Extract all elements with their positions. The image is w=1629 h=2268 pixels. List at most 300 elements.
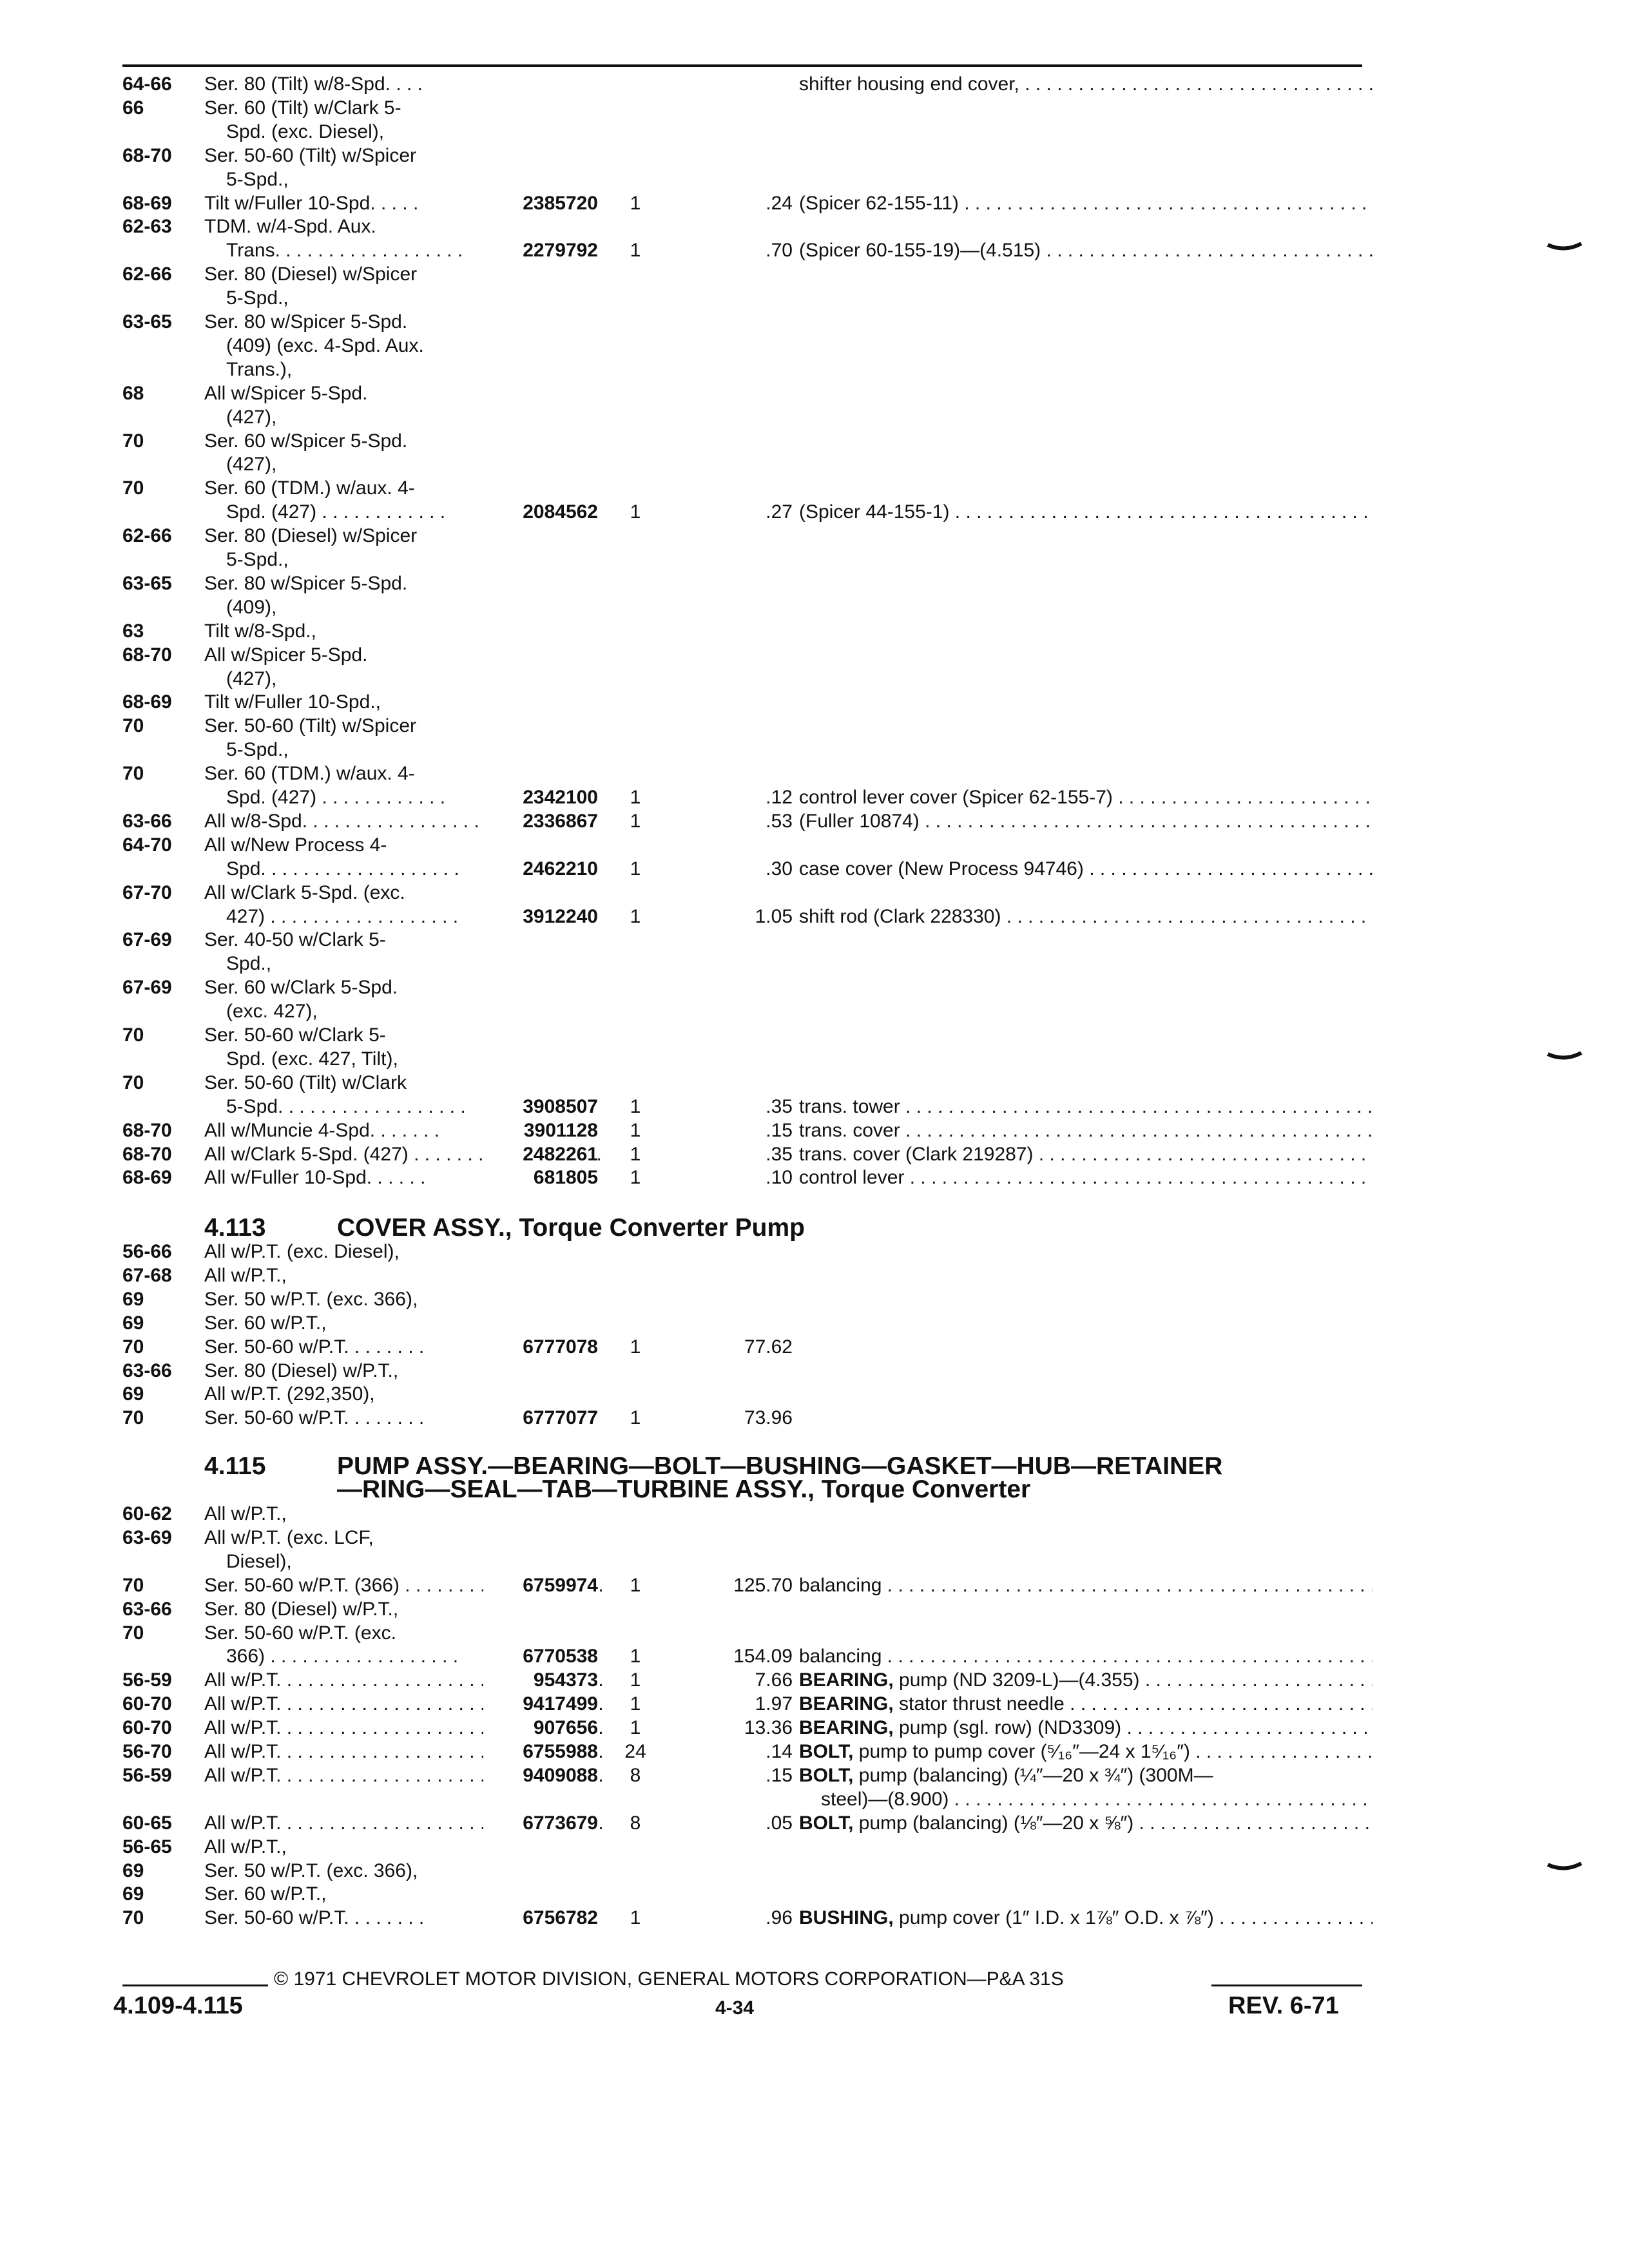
- application: 366) . . . . . . . . . . . . . . . . . .: [226, 1646, 459, 1667]
- quantity: 1: [630, 1646, 641, 1667]
- quantity: 1: [630, 1669, 641, 1691]
- parts-row: [122, 667, 1373, 691]
- model-years: 70: [122, 1024, 144, 1046]
- part-number: 3908507: [483, 1095, 598, 1119]
- part-number: 2084562: [483, 500, 598, 524]
- application: Spd. . . . . . . . . . . . . . . . . . .: [226, 858, 459, 879]
- price: .35: [766, 1095, 793, 1117]
- quantity: 1: [630, 810, 641, 832]
- remarks-text: pump (balancing) (⅛″—20 x ⅝″): [853, 1812, 1134, 1834]
- remarks-text: shifter housing end cover, . . . . . . . . . . . . . . . . . . . . . . . . . .: [799, 73, 1299, 95]
- price: 7.66: [755, 1669, 793, 1691]
- part-number: 6770538: [483, 1644, 598, 1668]
- application: Tilt w/8-Spd.,: [204, 620, 316, 642]
- price: 1.05: [755, 905, 793, 927]
- remarks: [799, 72, 1373, 96]
- parts-row: [122, 1142, 1373, 1166]
- model-years: 69: [122, 1883, 144, 1905]
- remarks: [799, 1763, 1373, 1787]
- parts-row: [122, 452, 1373, 476]
- price: .10: [766, 1167, 793, 1189]
- parts-row: [122, 643, 1373, 667]
- remarks-text: control lever cover (Spicer 62-155-7): [799, 787, 1113, 808]
- model-years: 60-70: [122, 1717, 172, 1739]
- model-years: 56-65: [122, 1836, 172, 1858]
- application: Trans.),: [226, 358, 293, 380]
- application: Ser. 50-60 w/Clark 5-: [204, 1024, 386, 1046]
- application: (409),: [226, 596, 277, 618]
- section-title-line-1: PUMP ASSY.—BEARING—BOLT—BUSHING—GASKET—HUB—RETAINER: [337, 1452, 1223, 1480]
- parts-row: [122, 1119, 1373, 1142]
- price: .05: [766, 1812, 793, 1834]
- model-years: 63: [122, 620, 144, 642]
- quantity: 1: [630, 787, 641, 808]
- parts-row: [122, 785, 1373, 809]
- parts-row: [122, 476, 1373, 500]
- parts-row: [122, 999, 1373, 1023]
- parts-row: [122, 1597, 1373, 1621]
- footer-section-range: 4.109-4.115: [113, 1992, 243, 2019]
- model-years: 68-69: [122, 192, 172, 214]
- price: .24: [766, 192, 793, 214]
- application: All w/P.T.,: [204, 1503, 287, 1524]
- parts-row: [122, 1095, 1373, 1119]
- model-years: 68: [122, 382, 144, 404]
- model-years: 56-66: [122, 1241, 172, 1262]
- model-years: 60-62: [122, 1503, 172, 1524]
- model-years: 68-70: [122, 144, 172, 166]
- model-years: 69: [122, 1383, 144, 1405]
- model-years: 63-66: [122, 810, 172, 832]
- part-number: 2279792: [483, 238, 598, 262]
- model-years: 68-70: [122, 644, 172, 666]
- parts-row: [122, 1359, 1373, 1383]
- application: All w/Spicer 5-Spd.: [204, 382, 368, 404]
- application: TDM. w/4-Spd. Aux.: [204, 216, 376, 238]
- quantity: 8: [630, 1812, 641, 1834]
- application: Ser. 60 w/Clark 5-Spd.: [204, 977, 398, 999]
- parts-row: [122, 1859, 1373, 1883]
- model-years: 70: [122, 477, 144, 499]
- remarks: [799, 191, 1373, 215]
- quantity: 1: [630, 905, 641, 927]
- model-years: 62-66: [122, 525, 172, 547]
- price: 73.96: [744, 1407, 793, 1429]
- model-years: 68-69: [122, 691, 172, 713]
- parts-row: [122, 262, 1373, 286]
- parts-row: [122, 548, 1373, 572]
- parts-row: [122, 144, 1373, 168]
- remarks: [799, 1811, 1373, 1835]
- parts-row: [122, 1071, 1373, 1095]
- remarks-keyword: BUSHING,: [799, 1907, 894, 1929]
- parts-row: [122, 595, 1373, 619]
- parts-row: [122, 1692, 1373, 1716]
- price: .70: [766, 240, 793, 262]
- parts-row: [122, 1573, 1373, 1597]
- model-years: 63-65: [122, 572, 172, 594]
- binding-mark-icon: [1547, 242, 1583, 253]
- parts-row: [122, 1787, 1373, 1811]
- part-number: 2385720: [483, 191, 598, 215]
- footer-revision: REV. 6-71: [1228, 1992, 1339, 2019]
- application: Spd. (427) . . . . . . . . . . . .: [226, 501, 446, 523]
- binding-mark-icon: [1547, 1862, 1583, 1872]
- remarks-keyword: BOLT,: [799, 1741, 854, 1762]
- application: Tilt w/Fuller 10-Spd.,: [204, 691, 381, 713]
- application: Spd.,: [226, 953, 272, 975]
- parts-row: [122, 881, 1373, 905]
- parts-row: [122, 500, 1373, 524]
- price: 125.70: [733, 1574, 793, 1596]
- model-years: 63-69: [122, 1526, 172, 1548]
- quantity: 1: [630, 501, 641, 523]
- parts-row: [122, 286, 1373, 310]
- model-years: 68-70: [122, 1119, 172, 1141]
- quantity: 24: [624, 1741, 646, 1762]
- quantity: 1: [630, 1407, 641, 1429]
- quantity: 1: [630, 1095, 641, 1117]
- parts-row: [122, 833, 1373, 857]
- part-number: 6777077: [483, 1406, 598, 1430]
- quantity: 1: [630, 1143, 641, 1165]
- parts-row: [122, 1882, 1373, 1906]
- parts-row: [122, 1526, 1373, 1550]
- remarks-keyword: BEARING,: [799, 1717, 894, 1739]
- model-years: 67-69: [122, 977, 172, 999]
- remarks: [799, 1644, 1373, 1668]
- parts-row: [122, 1502, 1373, 1526]
- quantity: 1: [630, 1167, 641, 1189]
- price: .15: [766, 1764, 793, 1786]
- application: Ser. 50 w/P.T. (exc. 366),: [204, 1860, 418, 1881]
- part-number: 9409088: [483, 1763, 598, 1787]
- remarks-text: control lever: [799, 1167, 905, 1189]
- model-years: 60-70: [122, 1693, 172, 1715]
- quantity: 1: [630, 1693, 641, 1715]
- model-years: 62-66: [122, 264, 172, 285]
- remarks: [799, 1119, 1373, 1142]
- parts-row: [122, 1621, 1373, 1645]
- section-title: COVER ASSY., Torque Converter Pump: [337, 1214, 805, 1242]
- model-years: 60-65: [122, 1812, 172, 1834]
- remarks-text: (Spicer 60-155-19)—(4.515): [799, 240, 1041, 262]
- parts-row: [122, 975, 1373, 999]
- application: Ser. 50-60 (Tilt) w/Clark: [204, 1072, 407, 1093]
- quantity: 1: [630, 1336, 641, 1358]
- remarks-text: trans. cover (Clark 219287): [799, 1143, 1034, 1165]
- parts-row: [122, 72, 1373, 96]
- footer-rule-left: [122, 1984, 268, 1986]
- section-number: 4.113: [204, 1214, 266, 1242]
- parts-row: [122, 120, 1373, 144]
- parts-row: [122, 429, 1373, 453]
- remarks: [799, 1573, 1373, 1597]
- parts-row: [122, 1240, 1373, 1264]
- application: All w/P.T.,: [204, 1264, 287, 1286]
- application: Ser. 50-60 (Tilt) w/Spicer: [204, 715, 416, 737]
- application: All w/P.T. (exc. LCF,: [204, 1526, 374, 1548]
- application: Ser. 80 w/Spicer 5-Spd.: [204, 572, 408, 594]
- model-years: 56-59: [122, 1764, 172, 1786]
- parts-row: [122, 1166, 1373, 1189]
- remarks-text: pump (balancing) (¼″—20 x ¾″) (300M—: [853, 1764, 1213, 1786]
- remarks: [799, 1692, 1373, 1716]
- application: Ser. 50-60 w/P.T. . . . . . . .: [204, 1336, 425, 1358]
- section-number: 4.115: [204, 1452, 266, 1480]
- parts-row: [122, 857, 1373, 881]
- parts-row: [122, 215, 1373, 238]
- application: Ser. 60 (Tilt) w/Clark 5-: [204, 97, 401, 119]
- parts-row: [122, 905, 1373, 928]
- remarks: [799, 1787, 1373, 1811]
- remarks: [799, 1095, 1373, 1119]
- remarks-text: pump (ND 3209-L)—(4.355): [893, 1669, 1140, 1691]
- model-years: 67-70: [122, 881, 172, 903]
- top-rule: [122, 64, 1362, 67]
- model-years: 66: [122, 97, 144, 119]
- model-years: 70: [122, 1574, 144, 1596]
- remarks: [799, 785, 1373, 809]
- parts-row: [122, 572, 1373, 595]
- price: .96: [766, 1907, 793, 1929]
- parts-row: [122, 1047, 1373, 1071]
- model-years: 67-68: [122, 1264, 172, 1286]
- application: Ser. 80 (Diesel) w/Spicer: [204, 525, 418, 547]
- part-number: 907656: [483, 1716, 598, 1740]
- parts-row: [122, 1811, 1373, 1835]
- parts-row: [122, 1668, 1373, 1692]
- application: Ser. 50-60 w/P.T. . . . . . . .: [204, 1407, 425, 1429]
- remarks-text: pump cover (1″ I.D. x 1⅞″ O.D. x ⅞″) . . . . .: [893, 1907, 1268, 1929]
- application: Ser. 60 w/P.T.,: [204, 1312, 327, 1334]
- application: (427),: [226, 406, 277, 428]
- remarks: [799, 809, 1373, 833]
- application: Ser. 50-60 w/P.T. (exc.: [204, 1622, 396, 1644]
- parts-row: [122, 1550, 1373, 1573]
- parts-row: [122, 690, 1373, 714]
- application: Ser. 60 w/P.T.,: [204, 1883, 327, 1905]
- application: All w/New Process 4-: [204, 834, 387, 856]
- application: All w/P.T. (exc. Diesel),: [204, 1241, 400, 1262]
- parts-row: [122, 1023, 1373, 1047]
- remarks: [799, 1668, 1373, 1692]
- parts-row: [122, 1740, 1373, 1763]
- remarks-keyword: BEARING,: [799, 1693, 894, 1715]
- model-years: 56-70: [122, 1741, 172, 1762]
- part-number: 6773679: [483, 1811, 598, 1835]
- quantity: 1: [630, 1574, 641, 1596]
- model-years: 70: [122, 1072, 144, 1093]
- remarks-text: balancing: [799, 1646, 882, 1667]
- remarks-text: case cover (New Process 94746): [799, 858, 1084, 879]
- remarks-text: pump to pump cover (⁵⁄₁₆″—24 x 1⁵⁄₁₆″): [853, 1741, 1190, 1762]
- model-years: 68-70: [122, 1143, 172, 1165]
- parts-row: [122, 381, 1373, 405]
- remarks: [799, 1142, 1373, 1166]
- application: All w/Clark 5-Spd. (exc.: [204, 881, 405, 903]
- part-number: 6755988: [483, 1740, 598, 1763]
- application: Ser. 60 w/Spicer 5-Spd.: [204, 430, 408, 452]
- remarks-text: trans. tower: [799, 1095, 900, 1117]
- price: .27: [766, 501, 793, 523]
- model-years: 68-69: [122, 1167, 172, 1189]
- remarks-text: stator thrust needle: [893, 1693, 1065, 1715]
- parts-row: [122, 1287, 1373, 1311]
- parts-row: [122, 738, 1373, 762]
- price: .35: [766, 1143, 793, 1165]
- model-years: 70: [122, 1907, 144, 1929]
- remarks-keyword: BEARING,: [799, 1669, 894, 1691]
- parts-row: [122, 1382, 1373, 1406]
- remarks: [799, 500, 1373, 524]
- application: All w/P.T. . . .: [204, 1692, 604, 1716]
- application: Ser. 50-60 (Tilt) w/Spicer: [204, 144, 416, 166]
- model-years: 63-65: [122, 311, 172, 332]
- catalog-page: 64-66 Ser. 80 (Tilt) w/8-Spd. . . . shifter housing end cover, . . . . . . . . . . . . . . . . . . . . . . . . . . . . . 66 Ser. 60 (Tilt) w/Clark 5- Spd. (exc. Diesel), 68-70 Ser. 50-60 (Tilt) w/Spicer 5-Spd., 68-69 Tilt w/Fuller 10-Spd. . . . . 2385720 1 .24 (Spicer 62-155-11) . . . 62-63 TDM. w/4-Spd. Aux. Trans. . . . . . . . . . . . . . . . . . 2279792 1 .70 (Spicer 60-155-19)—(4.515) . . . 62-66 Ser. 80 (Diesel) w/Spicer 5-Spd., 63-65 Ser. 80 w/Spicer 5-Spd. (409) (exc. 4-Spd. Aux. Trans.), 68 All w/Spicer 5-Spd. (427), 70 Ser. 60 w/Spicer 5-Spd. (427), 70 Ser. 60 (TDM.) w/aux. 4- Spd. (427) . . . . . . . . . . . . 2084562 1 .27 (Spicer 44-155-1) . . . 62-66 Ser. 80 (Diesel) w/Spicer 5-Spd., 63-65 Ser. 80 w/Spicer 5-Spd. (409), 63 Tilt w/8-Spd., 68-70 All w/Spicer 5-Spd. (427), 68-69 Tilt w/Fuller 10-Spd., 70 Ser. 50-60 (Tilt) w/Spicer 5-Spd., 70 Ser. 60 (TDM.) w/aux. 4- Spd. (427) . . . . . . . . . . . . 2342100 1 .12 control lever cover (Spicer 62-155-7) . . . 63-66 All w/8-Spd. . . . 2336867 1 .53 (Fuller 10874) . . . 64-70 All w/New Process 4- Spd. . . . . . . . . . . . . . . . . . . 2462210 1 .30 case cover (New Process 94746) . . . 67-70 All w/Clark 5-Spd. (exc. 427) . . . . . . . . . . . . . . . . . . 3912240 1 1.05 shift rod (Clark 228330) . . . 67-69 Ser. 40-50 w/Clark 5- Spd., 67-69 Ser. 60 w/Clark 5-Spd. (exc. 427), 70 Ser. 50-60 w/Clark 5- Spd. (exc. 427, Tilt), 70 Ser. 50-60 (Tilt) w/Clark 5-Spd. . . . . . . . . . . . . . . . . . 3908507 1 .35 trans. tower . . . 68-70 All w/Muncie 4-Spd. . . . . . . 3901128 1 .15 trans. cover . . . 68-70 All w/Clark 5-Spd. (427) . . . . 2482261 1 .35 trans. cover (Clark 219287) . . . 68-69 All w/Fuller 10-Spd. . . . . . 681805 1 .10 control lever . . . 4.113 COVER ASSY., Torque Converter Pump 56-66 All w/P.T. (exc. Diesel), 67-68 All w/P.T., 69 Ser. 50 w/P.T. (exc. 366), 69 Ser. 60 w/P.T., 70 Ser. 50-60 w/P.T. . . . . . . . 6777078 1 77.62 63-66 Ser. 80 (Diesel) w/P.T., 69 All w/P.T. (292,350), 70 Ser. 50-60 w/P.T. . . . . . . . 6777077 1 73.96 4.115 PUMP ASSY.—BEARING—BOLT—BUSHING—GASKET—HUB—RETAINER —RING—SEAL—TAB—TURBINE ASSY., Torque Converter 60-62 All w/P.T., 63-69 All w/P.T. (exc. LCF, Diesel), 70 Ser. 50-60 w/P.T. (366) . . . . 6759974 1 125.70 balancing . . . 63-66 Ser. 80 (Diesel) w/P.T., 70 Ser. 50-60 w/P.T. (exc. 366) . . . . . . . . . . . . . . . . . . 6770538 1 154.09 balancing . . . 56-59 All w/P.T. . . . 954373 1 7.66 BEARING, pump (ND 3209-L)—(4.355) . . . 60-70 All w/P.T. . . . 9417499 1 1.97 BEARING, stator thrust needle . . . 60-70 All w/P.T. . . . 907656 1 13.36 BEARING, pump (sgl. row) (ND3309) . . . 56-70 All w/P.T. . . . 6755988 24 .14 BOLT, pump to pump cover (⁵⁄₁₆″—24 x 1⁵⁄₁₆″) . . . 56-59 All w/P.T. . . . 9409088 8 .15 BOLT, pump (balancing) (¼″—20 x ¾″) (300M— steel)—(8.900) . . . 60-65 All w/P.T. . . . 6773679 8 .05 BOLT, pump (balancing) (⅛″—20 x ⅝″) . . . 56-65 All w/P.T., 69 Ser. 50 w/P.T. (exc. 366), 69 Ser. 60 w/P.T., 70 Ser. 50-60 w/P.T. . . . . . . . 6756782 1 .96 BUSHING, pump cover (1″ I.D. x 1⅞″ O.D. x ⅞″) . . . . . . . . © 1971 CHEVROLET MOTOR DIVISION, GENERAL MOTORS CORPORATION—P&A 31S 4.109-4.115 4-34 REV. 6-71: [0, 0, 1629, 2268]
- application: Tilt w/Fuller 10-Spd. . . . .: [204, 192, 419, 214]
- parts-row: [122, 1311, 1373, 1335]
- remarks-text: (Spicer 44-155-1): [799, 501, 950, 523]
- application: Ser. 80 (Diesel) w/P.T.,: [204, 1360, 399, 1381]
- model-years: 69: [122, 1312, 144, 1334]
- parts-row: [122, 619, 1373, 643]
- model-years: 63-66: [122, 1360, 172, 1381]
- section-title-line-2: —RING—SEAL—TAB—TURBINE ASSY., Torque Converter: [337, 1475, 1031, 1503]
- parts-row: [122, 1335, 1373, 1359]
- application: Spd. (exc. 427, Tilt),: [226, 1048, 398, 1070]
- application: 5-Spd. . . . . . . . . . . . . . . . . .: [226, 1095, 466, 1117]
- application: Ser. 50-60 w/P.T. . . . . . . .: [204, 1907, 425, 1929]
- application: All w/P.T. . . .: [204, 1740, 604, 1763]
- price: 13.36: [744, 1717, 793, 1739]
- application: Ser. 60 (TDM.) w/aux. 4-: [204, 763, 415, 785]
- parts-row: [122, 952, 1373, 975]
- quantity: 1: [630, 1907, 641, 1929]
- model-years: 70: [122, 430, 144, 452]
- parts-row: [122, 524, 1373, 548]
- application: 5-Spd.,: [226, 549, 289, 570]
- application: Trans. . . . . . . . . . . . . . . . . .: [226, 240, 463, 262]
- remarks: [799, 1716, 1373, 1740]
- quantity: 1: [630, 192, 641, 214]
- remarks-text: trans. cover: [799, 1119, 900, 1141]
- parts-row: [122, 1763, 1373, 1787]
- part-number: 6759974: [483, 1573, 598, 1597]
- application: All w/Spicer 5-Spd.: [204, 644, 368, 666]
- remarks-keyword: BOLT,: [799, 1812, 854, 1834]
- application: 427) . . . . . . . . . . . . . . . . . .: [226, 905, 459, 927]
- part-number: 3901128: [483, 1119, 598, 1142]
- remarks-text: steel)—(8.900): [821, 1788, 949, 1810]
- application: All w/P.T. . . .: [204, 1811, 604, 1835]
- model-years: 70: [122, 1407, 144, 1429]
- application: Diesel),: [226, 1550, 292, 1572]
- price: .14: [766, 1741, 793, 1762]
- footer-page-number: 4-34: [715, 1997, 755, 2019]
- parts-row: [122, 809, 1373, 833]
- parts-row: [122, 1835, 1373, 1859]
- parts-row: [122, 168, 1373, 191]
- application: Ser. 80 (Diesel) w/Spicer: [204, 264, 418, 285]
- binding-mark-icon: [1547, 1052, 1583, 1062]
- model-years: 67-69: [122, 929, 172, 951]
- price: .53: [766, 810, 793, 832]
- price: .12: [766, 787, 793, 808]
- parts-row: [122, 1716, 1373, 1740]
- application: 5-Spd.,: [226, 168, 289, 190]
- model-years: 63-66: [122, 1598, 172, 1620]
- model-years: 70: [122, 715, 144, 737]
- application: (exc. 427),: [226, 1001, 318, 1023]
- parts-row: [122, 191, 1373, 215]
- model-years: 56-59: [122, 1669, 172, 1691]
- application: 5-Spd.,: [226, 287, 289, 309]
- price: 154.09: [733, 1646, 793, 1667]
- part-number: 3912240: [483, 905, 598, 928]
- price: .30: [766, 858, 793, 879]
- quantity: 1: [630, 858, 641, 879]
- model-years: 70: [122, 1622, 144, 1644]
- remarks-text: (Fuller 10874): [799, 810, 920, 832]
- model-years: 70: [122, 1336, 144, 1358]
- parts-row: [122, 714, 1373, 738]
- parts-row: [122, 405, 1373, 429]
- application: Ser. 80 w/Spicer 5-Spd.: [204, 311, 408, 332]
- remarks: [799, 857, 1373, 881]
- footer-rule-right: [1211, 1984, 1362, 1986]
- application: Ser. 60 (TDM.) w/aux. 4-: [204, 477, 415, 499]
- model-years: 62-63: [122, 216, 172, 238]
- application: All w/P.T. (292,350),: [204, 1383, 375, 1405]
- parts-row: [122, 238, 1373, 262]
- remarks-text: (Spicer 62-155-11): [799, 192, 959, 214]
- parts-row: [122, 358, 1373, 381]
- remarks: [799, 238, 1373, 262]
- application: Ser. 80 (Tilt) w/8-Spd. . . .: [204, 73, 423, 95]
- application: Spd. (exc. Diesel),: [226, 120, 385, 142]
- quantity: 1: [630, 240, 641, 262]
- part-number: 954373: [483, 1668, 598, 1692]
- model-years: 64-70: [122, 834, 172, 856]
- remarks: [799, 1740, 1373, 1763]
- quantity: 8: [630, 1764, 641, 1786]
- part-number: 6777078: [483, 1335, 598, 1359]
- application: (427),: [226, 454, 277, 476]
- application: Ser. 50 w/P.T. (exc. 366),: [204, 1288, 418, 1310]
- application: 5-Spd.,: [226, 739, 289, 761]
- application: All w/P.T. . . .: [204, 1668, 604, 1692]
- model-years: 64-66: [122, 73, 172, 95]
- remarks: [799, 1906, 1373, 1930]
- part-number: 2336867: [483, 809, 598, 833]
- parts-row: [122, 928, 1373, 952]
- parts-row: [122, 1406, 1373, 1430]
- application: All w/P.T. . . .: [204, 1716, 604, 1740]
- price: .15: [766, 1119, 793, 1141]
- application: All w/Fuller 10-Spd. . . . . .: [204, 1167, 426, 1189]
- model-years: 69: [122, 1860, 144, 1881]
- remarks-text: pump (sgl. row) (ND3309): [893, 1717, 1122, 1739]
- application: (427),: [226, 668, 277, 689]
- part-number: 2462210: [483, 857, 598, 881]
- application: Spd. (427) . . . . . . . . . . . .: [226, 787, 446, 808]
- parts-row: [122, 96, 1373, 120]
- parts-row: [122, 334, 1373, 358]
- application: Ser. 40-50 w/Clark 5-: [204, 929, 386, 951]
- quantity: 1: [630, 1717, 641, 1739]
- part-number: 2482261: [483, 1142, 598, 1166]
